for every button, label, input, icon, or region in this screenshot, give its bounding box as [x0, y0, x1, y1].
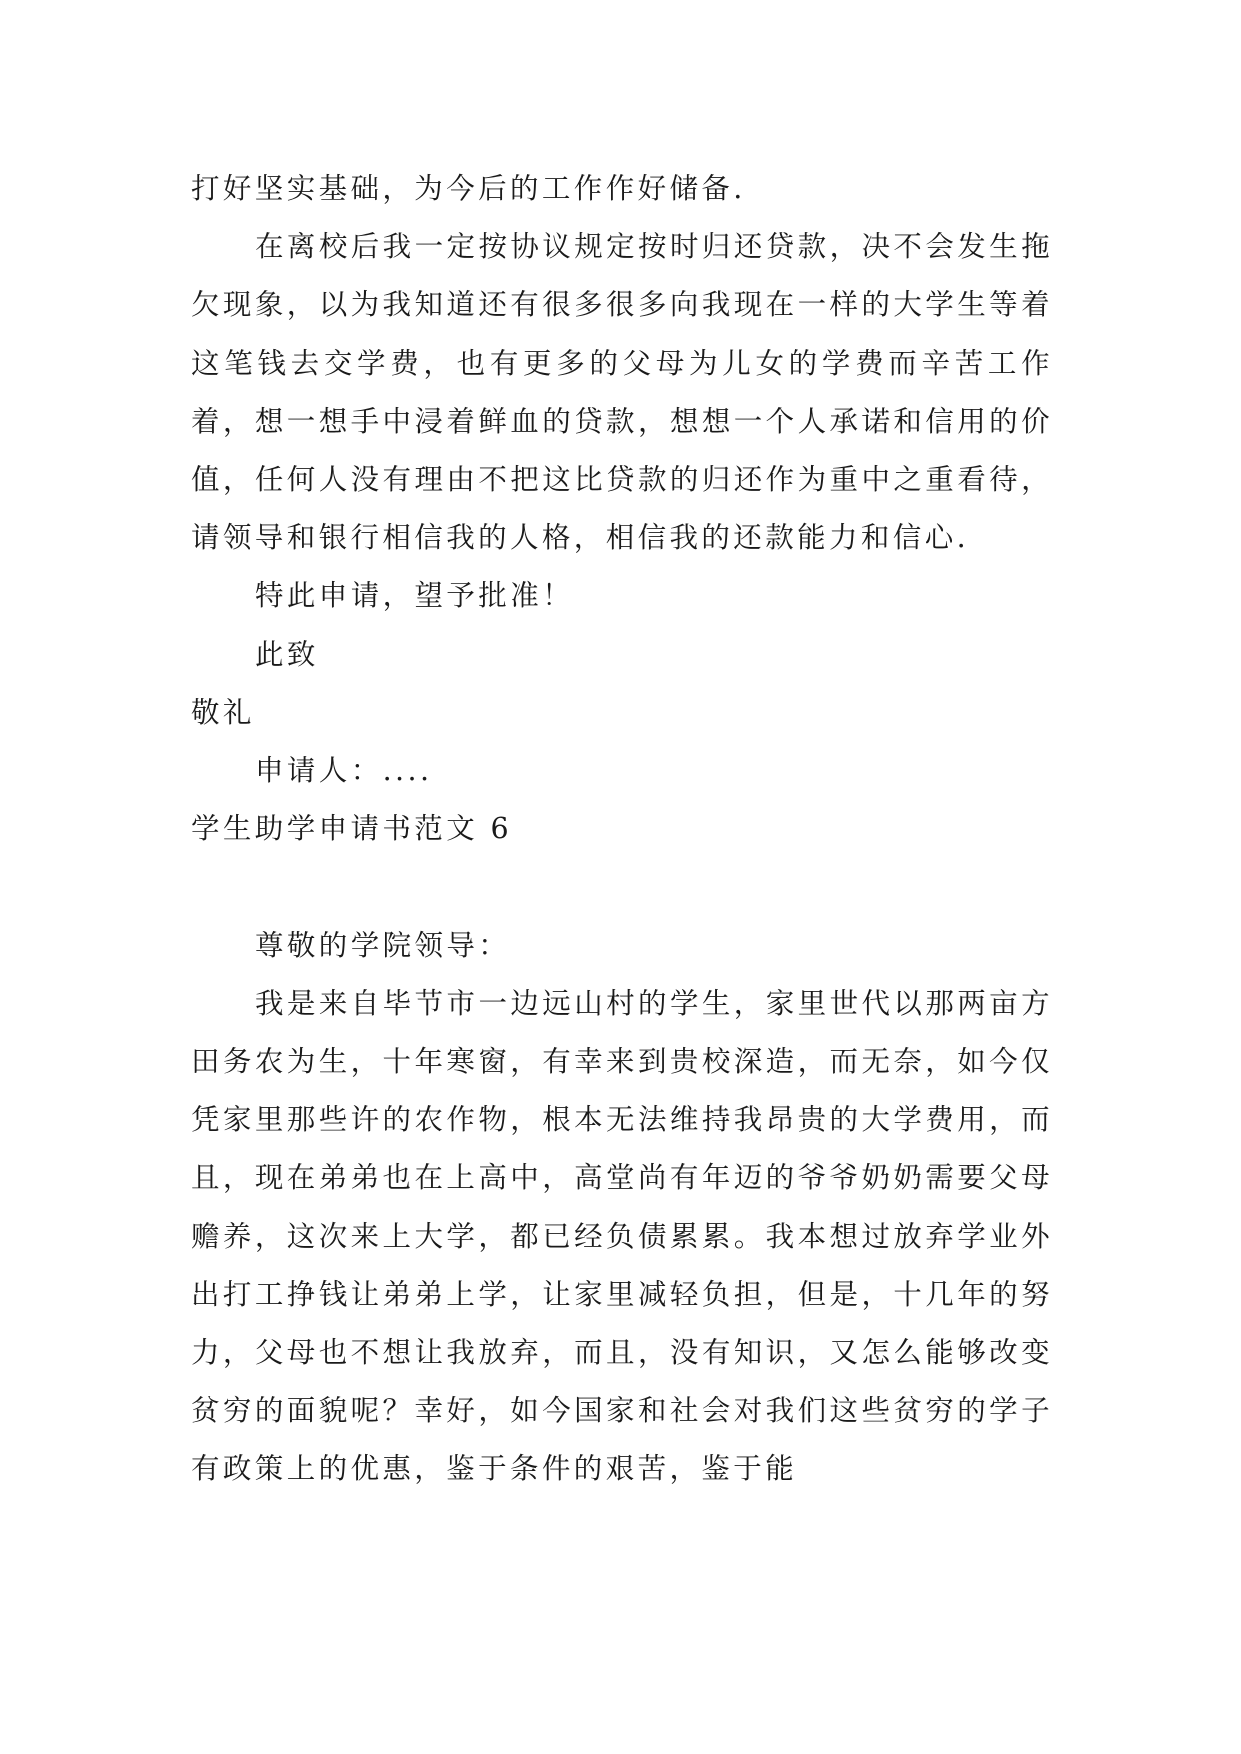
letter-greeting: 尊敬的学院领导：	[255, 928, 511, 962]
applicant-signature-line: 申请人：....	[255, 754, 433, 788]
document-body	[191, 160, 1053, 1499]
closing-salutation: 此致	[255, 637, 319, 671]
closing-regards: 敬礼	[191, 695, 255, 729]
blank-line	[191, 858, 1053, 916]
section-heading: 学生助学申请书范文 6	[191, 812, 513, 846]
paragraph-foundation: 打好坚实基础，为今后的工作作好储备.	[191, 172, 746, 205]
paragraph-repayment-promise: 在离校后我一定按协议规定按时归还贷款，决不会发生拖欠现象，以为我知道还有很多很多向我现在一样的大学生等着这笔钱去交学费，也有更多的父母为儿女的学费而辛苦工作着，想一想手中浸着鲜血的贷款，想想一个人承诺和信用的价值，任何人没有理由不把这比贷款的归还作为重中之重看待，请领导和银行相信我的人格，相信我的还款能力和信心.	[191, 230, 1053, 555]
paragraph-background: 我是来自毕节市一边远山村的学生，家里世代以那两亩方田务农为生，十年寒窗，有幸来到贵校深造，而无奈，如今仅凭家里那些许的农作物，根本无法维持我昂贵的大学费用，而且，现在弟弟也在上高中，高堂尚有年迈的爷爷奶奶需要父母赡养，这次来上大学，都已经负债累累。我本想过放弃学业外出打工挣钱让弟弟上学，让家里减轻负担，但是，十几年的努力，父母也不想让我放弃，而且，没有知识，又怎么能够改变贫穷的面貌呢？幸好，如今国家和社会对我们这些贫穷的学子有政策上的优惠，鉴于条件的艰苦，鉴于能	[191, 986, 1053, 1486]
paragraph-request-approval: 特此申请，望予批准！	[255, 579, 575, 613]
